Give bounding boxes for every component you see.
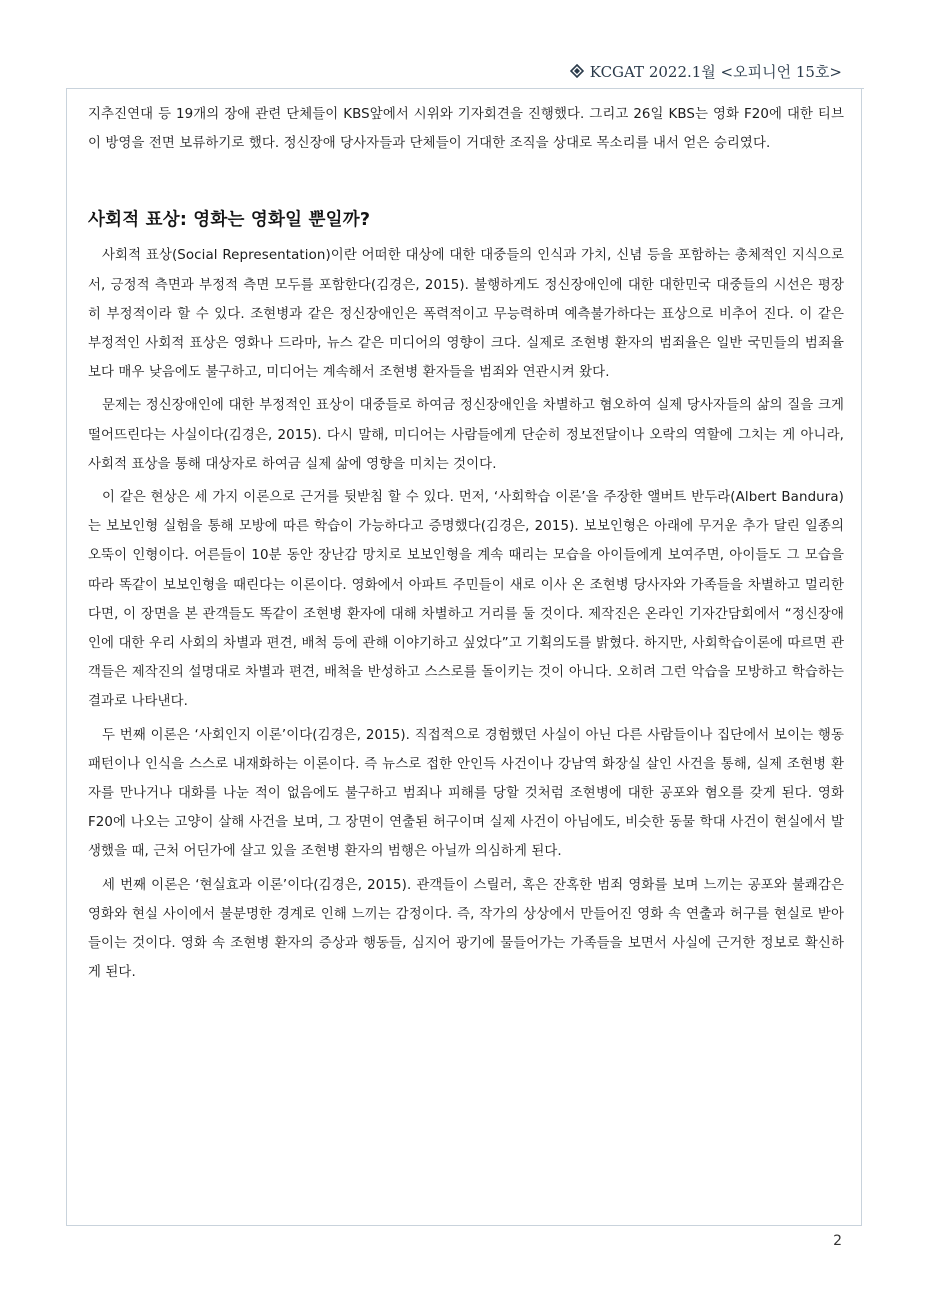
paragraph-continued: 지추진연대 등 19개의 장애 관련 단체들이 KBS앞에서 시위와 기자회견을 진행했다. 그리고 26일 KBS는 영화 F20에 대한 티브이 방영을 전면 보류하기로 했다. 정신장애 당사자들과 단체들이 거대한 조직을 상대로 목소리를 내서 얻은 승리였다. bbox=[88, 107, 844, 152]
page-header bbox=[570, 58, 842, 84]
paragraph-reality-effect-theory: 세 번째 이론은 ‘현실효과 이론’이다(김경은, 2015). 관객들이 스릴러, 혹은 잔혹한 범죄 영화를 보며 느끼는 공포와 불쾌감은 영화와 현실 사이에서 불분명한 경계로 인해 느끼는 감정이다. 즉, 작가의 상상에서 만들어진 영화 속 연출과 허구를 현실로 받아들이는 것이다. 영화 속 조현병 환자의 증상과 행동들, 심지어 광기에 물들어가는 가족들을 보면서 사실에 근거한 정보로 확신하게 된다. bbox=[88, 877, 844, 981]
diamond-logo-icon bbox=[570, 64, 584, 78]
paragraph-social-representation: 사회적 표상(Social Representation)이란 어떠한 대상에 대한 대중들의 인식과 가치, 신념 등을 포함하는 총체적인 지식으로서, 긍정적 측면과 부정적 측면 모두를 포함한다(김경은, 2015). 불행하게도 정신장애인에 대한 대한민국 대중들의 시선은 평장히 부정적이라 할 수 있다. 조현병과 같은 정신장애인은 폭력적이고 무능력하며 예측불가하다는 표상으로 비추어 진다. 이 같은 부정적인 사회적 표상은 영화나 드라마, 뉴스 같은 미디어의 영향이 크다. 실제로 조현병 환자의 범죄율은 일반 국민들의 범죄율보다 매우 낮음에도 불구하고, 미디어는 계속해서 조현병 환자들을 범죄와 연관시켜 왔다. bbox=[88, 248, 844, 381]
paragraph-social-cognitive-theory: 두 번째 이론은 ‘사회인지 이론’이다(김경은, 2015). 직접적으로 경험했던 사실이 아닌 다른 사람들이나 집단에서 보이는 행동 패턴이나 인식을 스스로 내재화하는 이론이다. 즉 뉴스로 접한 안인득 사건이나 강남역 화장실 살인 사건을 통해, 실제 조현병 환자를 만나거나 대화를 나눈 적이 없음에도 불구하고 범죄나 피해를 당할 것처럼 조현병에 대한 공포와 혐오를 갖게 된다. 영화 F20에 나오는 고양이 살해 사건을 보며, 그 장면이 연출된 허구이며 실제 사건이 아님에도, 비슷한 동물 학대 사건이 현실에서 발생했을 때, 근처 어딘가에 살고 있을 조현병 환자의 범행은 아닐까 의심하게 된다. bbox=[88, 727, 844, 860]
page-number: 2 bbox=[833, 1233, 842, 1249]
paragraph-social-learning-theory: 이 같은 현상은 세 가지 이론으로 근거를 뒷받침 할 수 있다. 먼저, ‘사회학습 이론’을 주장한 앨버트 반두라(Albert Bandura)는 보보인형 실험을 통해 모방에 따른 학습이 가능하다고 증명했다(김경은, 2015). 보보인형은 아래에 무거운 추가 달린 일종의 오뚝이 인형이다. 어른들이 10분 동안 장난감 망치로 보보인형을 계속 때리는 모습을 아이들에게 보여주면, 아이들도 그 모습을 따라 똑같이 보보인형을 때린다는 이론이다. 영화에서 아파트 주민들이 새로 이사 온 조현병 당사자와 가족들을 차별하고 멀리한다면, 이 장면을 본 관객들도 똑같이 조현병 환자에 대해 차별하고 거리를 둘 것이다. 제작진은 온라인 기자간담회에서 “정신장애인에 대한 우리 사회의 차별과 편견, 배척 등에 관해 이야기하고 싶었다”고 기획의도를 밝혔다. 하지만, 사회학습이론에 따르면 관객들은 제작진의 설명대로 차별과 편견, 배척을 반성하고 스스로를 돌이키는 것이 아니다. 오히려 그런 악습을 모방하고 학습하는 결과로 나타낸다. bbox=[88, 490, 844, 710]
paragraph-problem: 문제는 정신장애인에 대한 부정적인 표상이 대중들로 하여금 정신장애인을 차별하고 혐오하여 실제 당사자들의 삶의 질을 크게 떨어뜨린다는 사실이다(김경은, 2015). 다시 말해, 미디어는 사람들에게 단순히 정보전달이나 오락의 역할에 그치는 게 아니라, 사회적 표상을 통해 대상자로 하여금 실제 삶에 영향을 미치는 것이다. bbox=[88, 398, 844, 472]
article-body bbox=[88, 100, 844, 987]
section-heading: 사회적 표상: 영화는 영화일 뿐일까? bbox=[88, 210, 371, 231]
header-text: KCGAT 2022.1월 <오피니언 15호> bbox=[589, 62, 842, 81]
